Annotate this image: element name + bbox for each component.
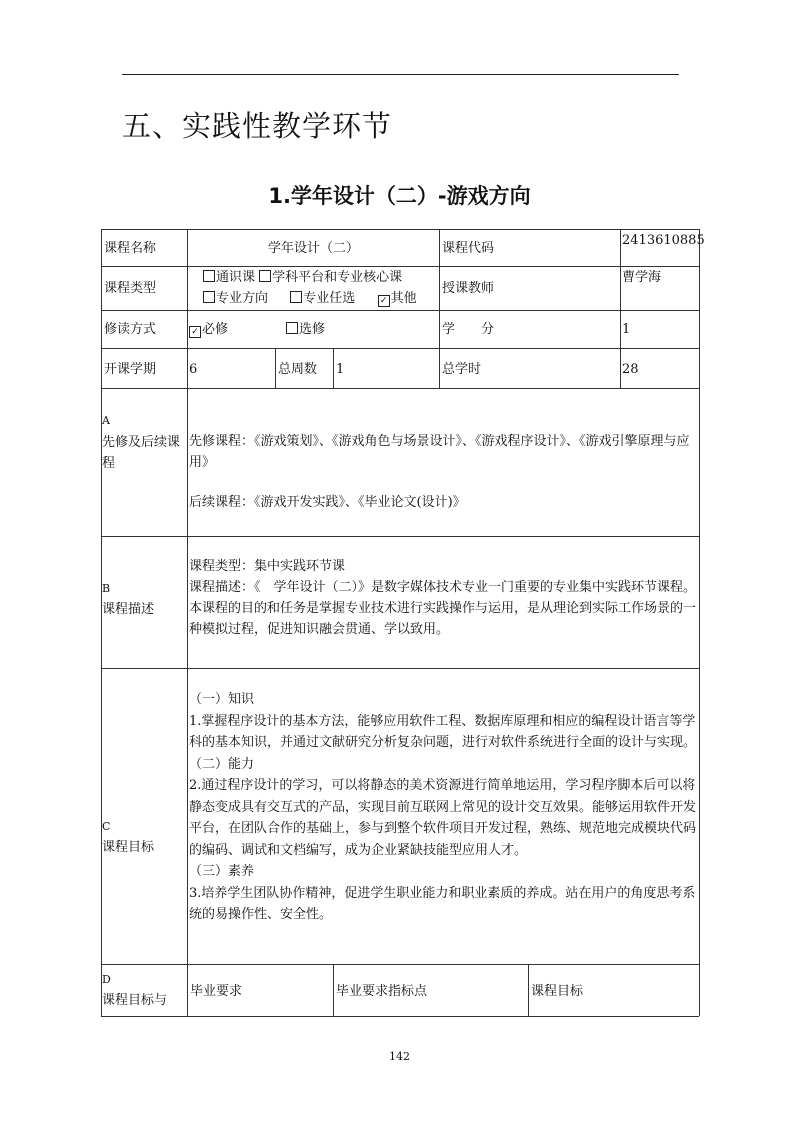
semester-label: 开课学期 xyxy=(104,362,157,377)
knowledge-text: 1.掌握程序设计的基本方法，能够应用软件工程、数据库原理和相应的编程设计语言等学科的基本知识，并通过文献研究分析复杂问题，进行对软件系统进行全面的设计与实现。 xyxy=(189,713,697,750)
teacher-value: 曹学海 xyxy=(622,270,662,285)
type-options-line1 xyxy=(203,268,402,287)
course-code-label: 课程代码 xyxy=(442,241,495,256)
hours-value: 28 xyxy=(622,362,639,377)
weeks-label: 总周数 xyxy=(278,362,318,377)
section-c-label: 课程目标 xyxy=(102,840,155,855)
course-name-label: 课程名称 xyxy=(104,241,157,256)
followup-courses: 后续课程：《游戏开发实践》、《毕业论文(设计)》 xyxy=(189,495,466,510)
section-c-content xyxy=(189,689,697,926)
credit-label: 学 分 xyxy=(442,322,495,337)
section-b-content xyxy=(189,556,697,640)
course-code-value: 2413610885 xyxy=(622,233,705,248)
quality-text: 3.培养学生团队协作精神，促进学生职业能力和职业素质的养成。站在用户的角度思考系统的易操作性、安全性。 xyxy=(189,885,696,922)
section-a-label: 先修及后续课程 xyxy=(102,435,181,471)
option-elective-label: 专业任选 xyxy=(303,291,356,306)
course-type-line: 课程类型：集中实践环节课 xyxy=(189,559,346,574)
checkbox-direction[interactable] xyxy=(203,291,215,303)
section-d-label: 课程目标与 xyxy=(102,993,168,1008)
semester-value: 6 xyxy=(189,362,198,377)
section-b-label: 课程描述 xyxy=(102,602,155,617)
ability-text: 2.通过程序设计的学习，可以将静态的美术资源进行简单地运用，学习程序脚本后可以将静态变成具有交互式的产品，实现目前互联网上常见的设计交互效果。能够运用软件开发平台，在团队合作的基础上，参与到整个软件项目开发过程，熟练、规范地完成模块代码的编码、调试和文档编写，成为企业紧缺技能型应用人才。 xyxy=(189,778,697,858)
mode-optional xyxy=(286,320,325,339)
page-number: 142 xyxy=(389,1050,410,1063)
section-a-content xyxy=(189,431,697,513)
hours-label: 总学时 xyxy=(442,362,482,377)
checkbox-other[interactable]: ✓ xyxy=(378,295,390,307)
header-rule xyxy=(122,74,679,75)
course-goal-header: 课程目标 xyxy=(531,984,584,999)
checkbox-general[interactable] xyxy=(203,270,215,282)
option-core-label: 学科平台和专业核心课 xyxy=(272,270,403,285)
mode-required-label: 必修 xyxy=(202,322,229,337)
course-description: 课程描述：《 学年设计（二）》是数字媒体技术专业一门重要的专业集中实践环节课程。本课程的目的和任务是掌握专业技术进行实践操作与运用，是从理论到实际工作场景的一种模拟过程，促进知识融会贯通、学以致用。 xyxy=(189,580,697,637)
course-title: 1.学年设计（二）-游戏方向 xyxy=(268,184,531,208)
mode-required xyxy=(189,320,228,339)
graduation-indicator-header: 毕业要求指标点 xyxy=(336,984,428,999)
checkbox-required[interactable]: ✓ xyxy=(189,326,201,338)
section-c-letter: C xyxy=(102,820,111,833)
course-name-value: 学年设计（二） xyxy=(267,241,359,256)
graduation-req-header: 毕业要求 xyxy=(190,984,243,999)
quality-heading: （三）素养 xyxy=(189,864,255,879)
section-a-letter: A xyxy=(102,414,110,427)
prerequisite-courses: 先修课程：《游戏策划》、《游戏角色与场景设计》、《游戏程序设计》、《游戏引擎原理与应用》 xyxy=(189,434,690,470)
knowledge-heading: （一）知识 xyxy=(189,692,255,707)
type-options-line2 xyxy=(203,289,417,308)
teacher-label: 授课教师 xyxy=(442,281,495,296)
credit-value: 1 xyxy=(622,322,631,337)
section-d-letter: D xyxy=(102,973,111,986)
checkbox-core[interactable] xyxy=(259,270,271,282)
section-b-letter: B xyxy=(102,582,111,595)
study-mode-label: 修读方式 xyxy=(104,322,157,337)
option-other-label: 其他 xyxy=(390,291,417,306)
mode-optional-label: 选修 xyxy=(299,322,326,337)
option-direction-label: 专业方向 xyxy=(216,291,269,306)
checkbox-elective[interactable] xyxy=(290,291,302,303)
section-title: 五、实践性教学环节 xyxy=(122,109,393,143)
course-type-label: 课程类型 xyxy=(104,281,157,296)
ability-heading: （二）能力 xyxy=(189,756,255,772)
checkbox-optional[interactable] xyxy=(286,322,298,334)
option-general-label: 通识课 xyxy=(216,270,256,285)
weeks-value: 1 xyxy=(336,362,345,377)
